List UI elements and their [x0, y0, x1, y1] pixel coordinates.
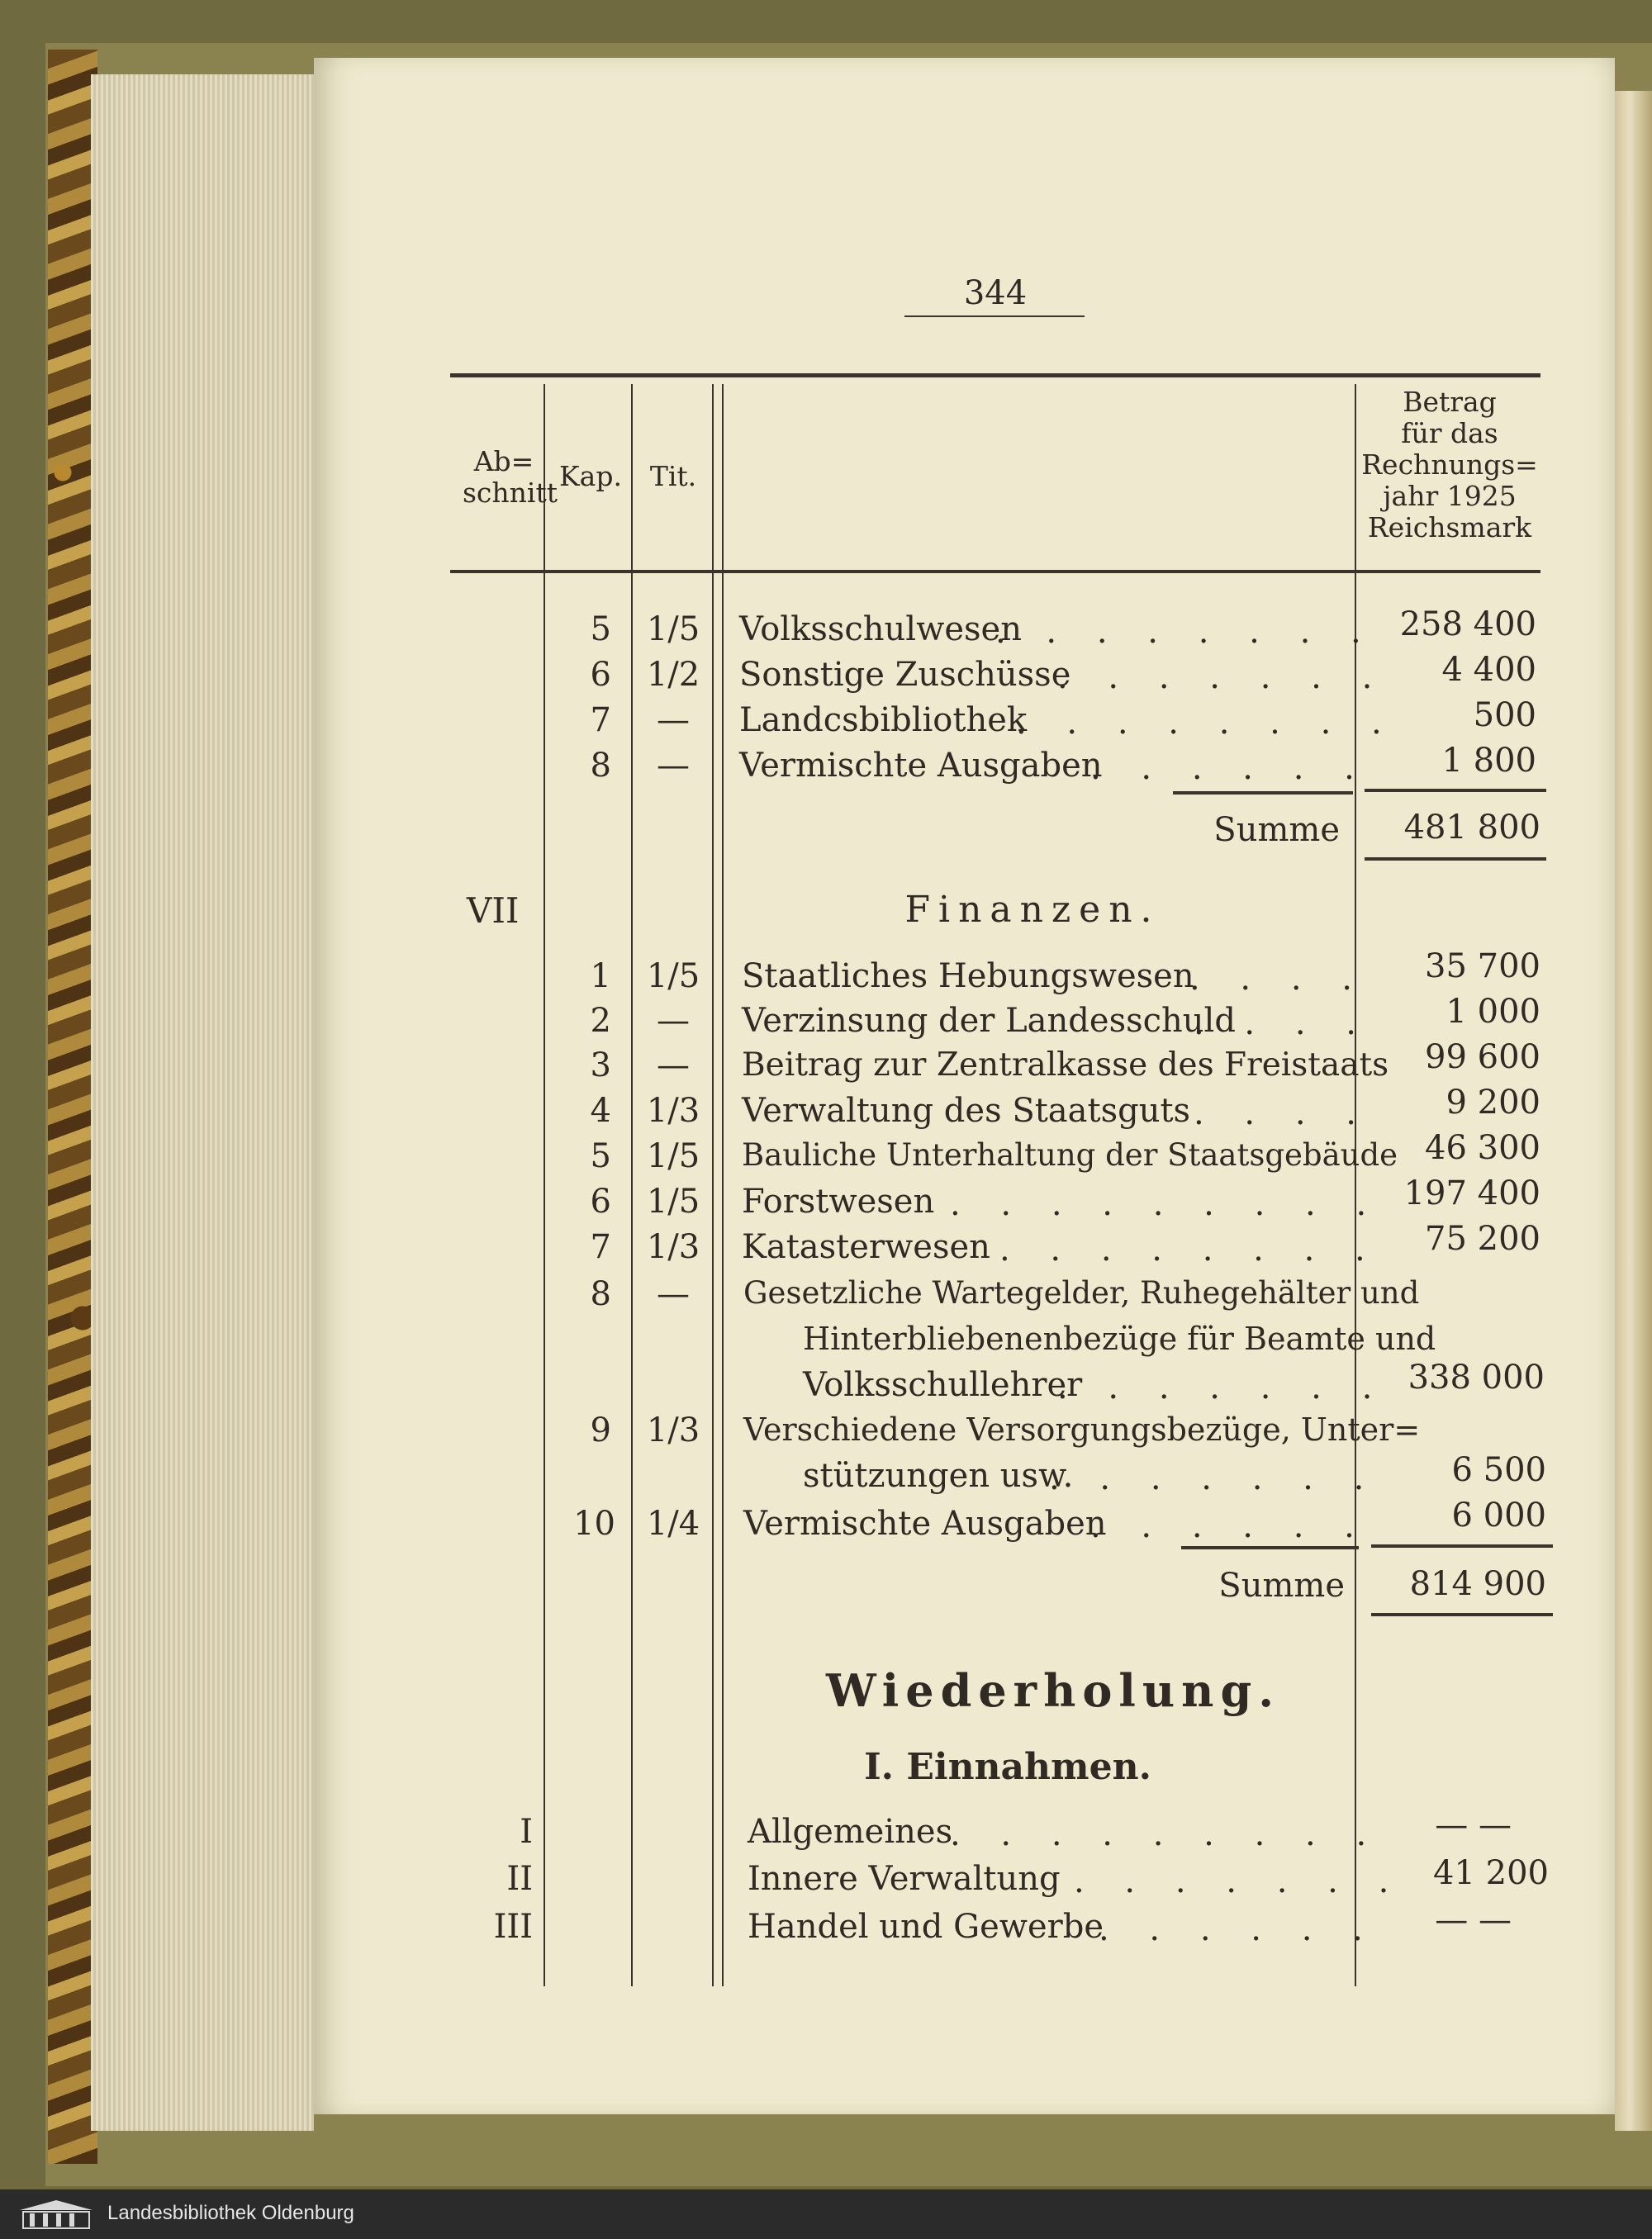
header-tit: Tit.	[649, 460, 697, 492]
recap-title: Wiederholung.	[826, 1664, 1281, 1717]
cell-amount: — —	[1435, 1806, 1512, 1844]
sum-label-2: Summe	[1218, 1567, 1345, 1605]
sum-double-rule-1	[1365, 857, 1546, 861]
cell-kap: 9	[590, 1411, 611, 1449]
sum-double-rule-2	[1371, 1613, 1553, 1616]
section-title-finanzen: Finanzen.	[904, 889, 1161, 931]
cell-amount: 75 200	[1425, 1220, 1540, 1258]
cell-kap: 7	[590, 701, 611, 739]
cell-kap: 1	[590, 957, 611, 995]
table-top-rule	[450, 373, 1540, 377]
cell-label: Staatliches Hebungswesen	[742, 957, 1194, 995]
cell-amount: 46 300	[1425, 1129, 1540, 1167]
cell-kap: 3	[590, 1046, 611, 1084]
cell-tit: —	[657, 1002, 690, 1040]
cell-tit: 1/5	[646, 957, 700, 995]
cell-abschnitt: III	[493, 1908, 533, 1946]
sum-amount-2: 814 900	[1409, 1565, 1546, 1603]
recap-subtitle: I. Einnahmen.	[864, 1746, 1151, 1788]
cell-abschnitt: II	[506, 1860, 533, 1898]
cell-tit: 1/4	[646, 1505, 700, 1543]
cell-amount: 258 400	[1399, 605, 1536, 643]
cell-amount: 99 600	[1425, 1038, 1540, 1076]
cell-label: Allgemeines	[748, 1813, 953, 1851]
cell-tit: 1/2	[646, 656, 700, 694]
cell-kap: 8	[590, 747, 611, 785]
cell-kap: 6	[590, 656, 611, 694]
cell-tit: 1/5	[646, 1137, 700, 1175]
cell-tit: 1/5	[646, 1183, 700, 1221]
cell-label-line2: Hinterbliebenenbezüge für Beamte und	[803, 1321, 1436, 1357]
cell-tit: —	[657, 701, 690, 739]
cell-label: Verzinsung der Landesschuld	[742, 1002, 1236, 1040]
cell-label: Vermischte Ausgaben	[739, 747, 1103, 785]
cell-amount: 500	[1473, 696, 1536, 734]
cell-amount: 35 700	[1425, 947, 1540, 985]
col-rule-kap	[631, 384, 633, 1986]
sum-rule-text-2	[1181, 1546, 1359, 1549]
cell-label: Sonstige Zuschüsse	[739, 656, 1071, 694]
cell-label: Beitrag zur Zentralkasse des Freistaats	[742, 1046, 1389, 1084]
cell-amount: 4 400	[1441, 651, 1536, 689]
cell-label: Forstwesen	[742, 1183, 935, 1221]
cell-kap: 4	[590, 1092, 611, 1130]
marbled-cover-edge	[48, 50, 97, 2164]
cell-label: Landcsbibliothek	[739, 701, 1028, 739]
cell-kap: 7	[590, 1228, 611, 1266]
section-abschnitt-vii: VII	[467, 890, 520, 931]
cell-label: Vermischte Ausgaben	[743, 1505, 1107, 1543]
cell-tit: —	[657, 1275, 690, 1313]
cell-kap: 5	[590, 610, 611, 648]
cell-label-line2: stützungen usw.	[803, 1457, 1074, 1495]
page-stack-edge	[91, 74, 314, 2131]
cell-label: Bauliche Unterhaltung der Staatsgebäude	[742, 1137, 1398, 1173]
sum-amount-1: 481 800	[1403, 809, 1540, 847]
cell-label-line1: Verschiedene Versorgungsbezüge, Unter=	[743, 1411, 1421, 1448]
page-number: 344	[963, 274, 1028, 312]
cell-amount: 6 000	[1451, 1497, 1546, 1535]
cell-label-line1: Gesetzliche Wartegelder, Ruhegehälter und	[743, 1275, 1420, 1311]
page-number-rule	[904, 315, 1085, 317]
facing-page-edge	[1615, 91, 1652, 2131]
header-betrag: Betrag für das Rechnungs= jahr 1925 Reichsmark	[1361, 386, 1538, 543]
cell-amount: 1 800	[1441, 742, 1536, 780]
sum-rule-amount-2	[1371, 1544, 1553, 1548]
cell-kap: 2	[590, 1002, 611, 1040]
cell-kap: 6	[590, 1183, 611, 1221]
cell-amount: 197 400	[1403, 1174, 1540, 1212]
cell-tit: —	[657, 747, 690, 785]
col-rule-text	[722, 384, 724, 1986]
cell-abschnitt: I	[520, 1813, 533, 1851]
sum-label-1: Summe	[1213, 811, 1340, 849]
cell-kap: 10	[573, 1505, 615, 1543]
col-rule-tit	[712, 384, 714, 1986]
cell-label: Katasterwesen	[742, 1228, 990, 1266]
cell-kap: 5	[590, 1137, 611, 1175]
cell-label: Innere Verwaltung	[748, 1860, 1061, 1898]
cell-amount: 6 500	[1451, 1451, 1546, 1489]
cell-kap: 8	[590, 1275, 611, 1313]
sum-rule-amount-1	[1365, 789, 1546, 792]
header-abschnitt: Ab= schnitt	[463, 445, 558, 509]
cell-label: Volksschulwesen	[739, 610, 1022, 648]
table-header-rule	[450, 570, 1540, 573]
library-building-icon	[15, 2197, 97, 2232]
cell-label-line3: Volksschullehrer	[803, 1366, 1083, 1404]
sum-rule-text-1	[1173, 791, 1353, 795]
cell-amount: 41 200	[1433, 1854, 1549, 1892]
cell-label: Verwaltung des Staatsguts	[742, 1092, 1191, 1130]
footer-text: Landesbibliothek Oldenburg	[107, 2202, 354, 2224]
cell-tit: 1/3	[646, 1411, 700, 1449]
cell-tit: 1/3	[646, 1228, 700, 1266]
cell-amount: 9 200	[1446, 1084, 1540, 1122]
header-kap: Kap.	[559, 460, 622, 492]
col-rule-abschnitt	[544, 384, 545, 1986]
cell-amount: 1 000	[1446, 993, 1540, 1031]
cell-tit: 1/3	[646, 1092, 700, 1130]
cell-amount: — —	[1435, 1901, 1512, 1939]
cell-label: Handel und Gewerbe	[748, 1908, 1104, 1946]
cell-tit: 1/5	[646, 610, 700, 648]
cell-tit: —	[657, 1046, 690, 1084]
cell-amount: 338 000	[1408, 1359, 1545, 1397]
